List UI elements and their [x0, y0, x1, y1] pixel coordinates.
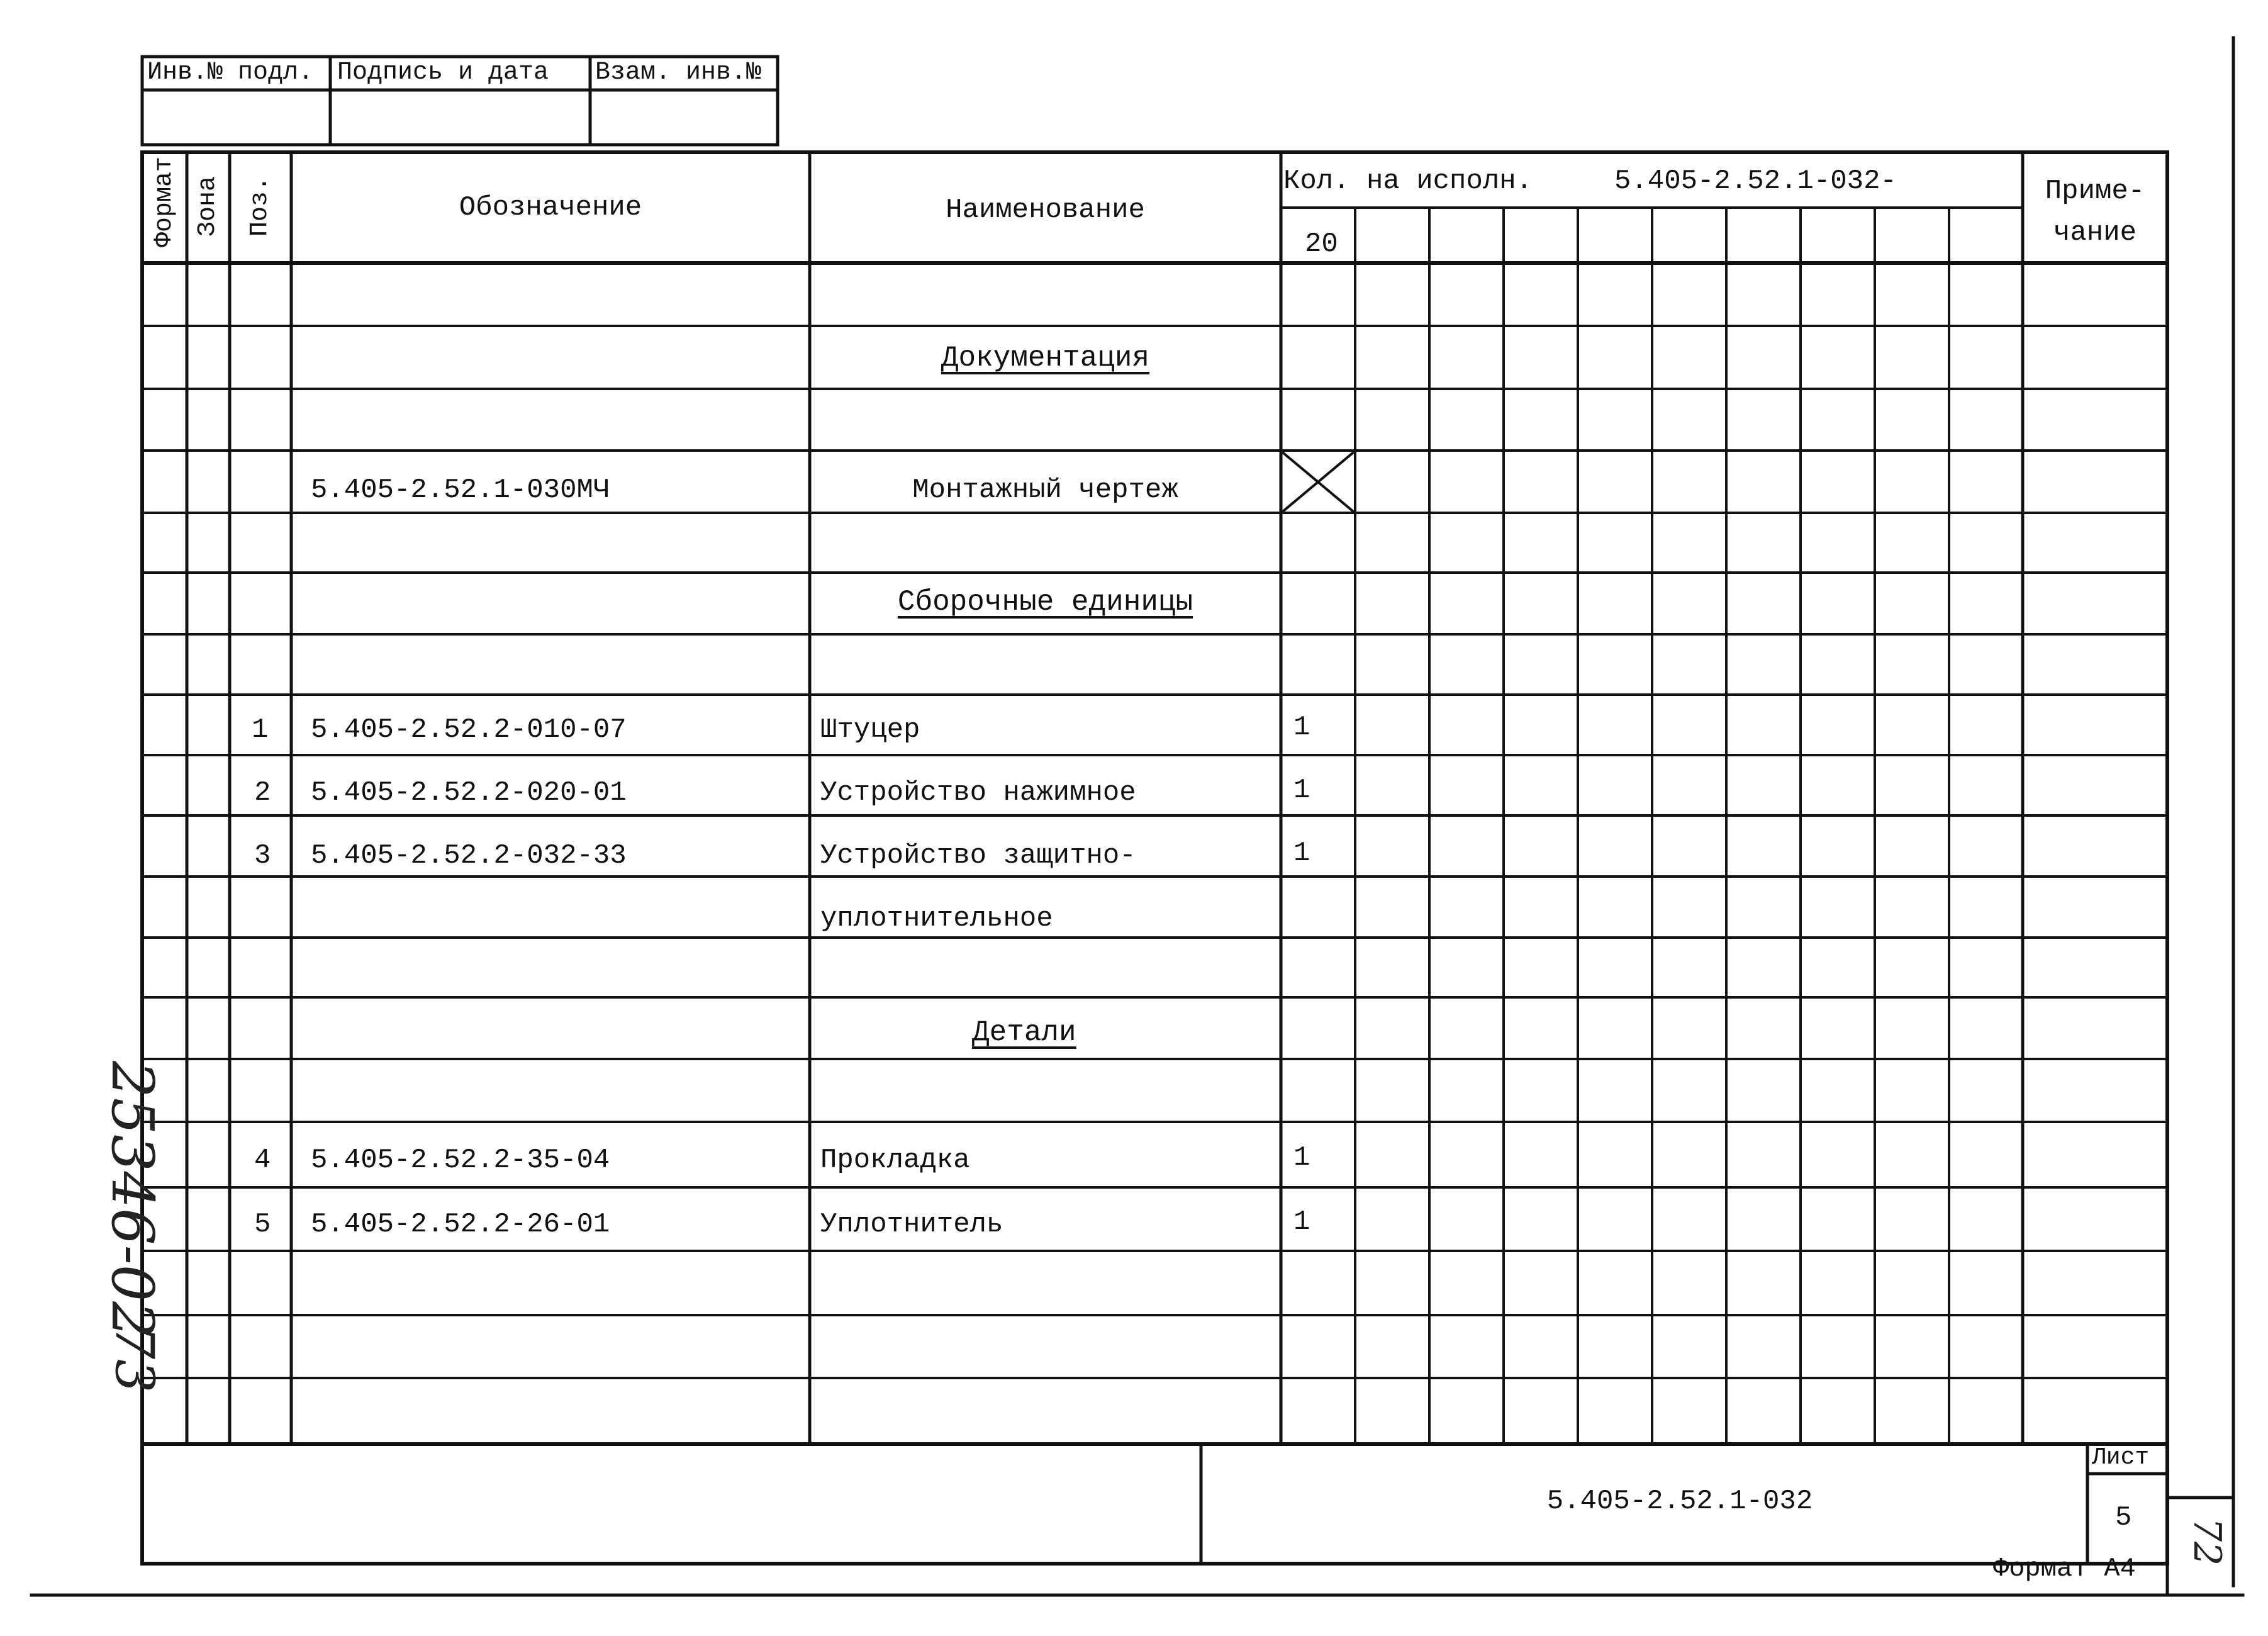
item-pos: 3 [254, 840, 271, 871]
item-pos: 5 [254, 1209, 271, 1240]
item-name-continuation: уплотнительное [820, 903, 1053, 934]
item-name: Устройство защитно- [820, 840, 1136, 871]
item-name: Уплотнитель [820, 1209, 1003, 1240]
item-designation: 5.405-2.52.2-010-07 [311, 714, 627, 746]
item-designation: 5.405-2.52.2-26-01 [311, 1209, 610, 1240]
item-qty: 1 [1293, 712, 1310, 743]
stamp-inventory-label: Инв.№ подл. [147, 59, 314, 87]
handwritten-page-right: 72 [2185, 1517, 2230, 1566]
handwritten-page-left: 73 [103, 1325, 165, 1393]
header-qty-label: Кол. на исполн. [1283, 165, 1533, 197]
handwritten-archive-number: 25346-02 [99, 1061, 166, 1338]
item-pos: 4 [254, 1145, 271, 1176]
header-qty-code: 5.405-2.52.1-032- [1614, 165, 1897, 197]
item-pos: 1 [252, 714, 269, 746]
title-block-doc-code: 5.405-2.52.1-032 [1546, 1486, 1813, 1517]
header-note-line1: Приме- [2045, 176, 2145, 207]
item-name: Штуцер [820, 714, 920, 746]
header-note-line2: чание [2053, 217, 2137, 249]
section-documentation: Документация [941, 342, 1150, 374]
header-name: Наименование [946, 194, 1145, 226]
item-designation: 5.405-2.52.2-35-04 [311, 1145, 610, 1176]
header-zone: Зона [194, 176, 222, 237]
header-format: Формат [150, 156, 179, 247]
header-designation: Обозначение [459, 192, 642, 223]
item-qty: 1 [1293, 838, 1310, 869]
section-assembly-units: Сборочные единицы [897, 586, 1193, 619]
item-designation: 5.405-2.52.2-020-01 [311, 777, 627, 809]
item-name: Устройство нажимное [820, 777, 1136, 809]
cross-mark [1283, 453, 1353, 511]
format-note: Формат А4 [1993, 1554, 2136, 1584]
item-name: Монтажный чертеж [912, 474, 1178, 506]
item-pos: 2 [254, 777, 271, 809]
title-block-sheet-number: 5 [2115, 1502, 2132, 1533]
stamp-replacement-label: Взам. инв.№ [595, 59, 762, 87]
item-qty: 1 [1293, 1206, 1310, 1238]
header-variant-first: 20 [1305, 228, 1338, 260]
stamp-signature-date-label: Подпись и дата [337, 59, 549, 87]
section-parts: Детали [972, 1016, 1076, 1049]
item-designation: 5.405-2.52.1-030МЧ [311, 474, 610, 506]
item-name: Прокладка [820, 1145, 970, 1176]
item-qty: 1 [1293, 775, 1310, 806]
title-block-sheet-label: Лист [2092, 1444, 2150, 1471]
item-qty: 1 [1293, 1142, 1310, 1174]
header-pos: Поз. [246, 176, 274, 237]
item-designation: 5.405-2.52.2-032-33 [311, 840, 627, 871]
